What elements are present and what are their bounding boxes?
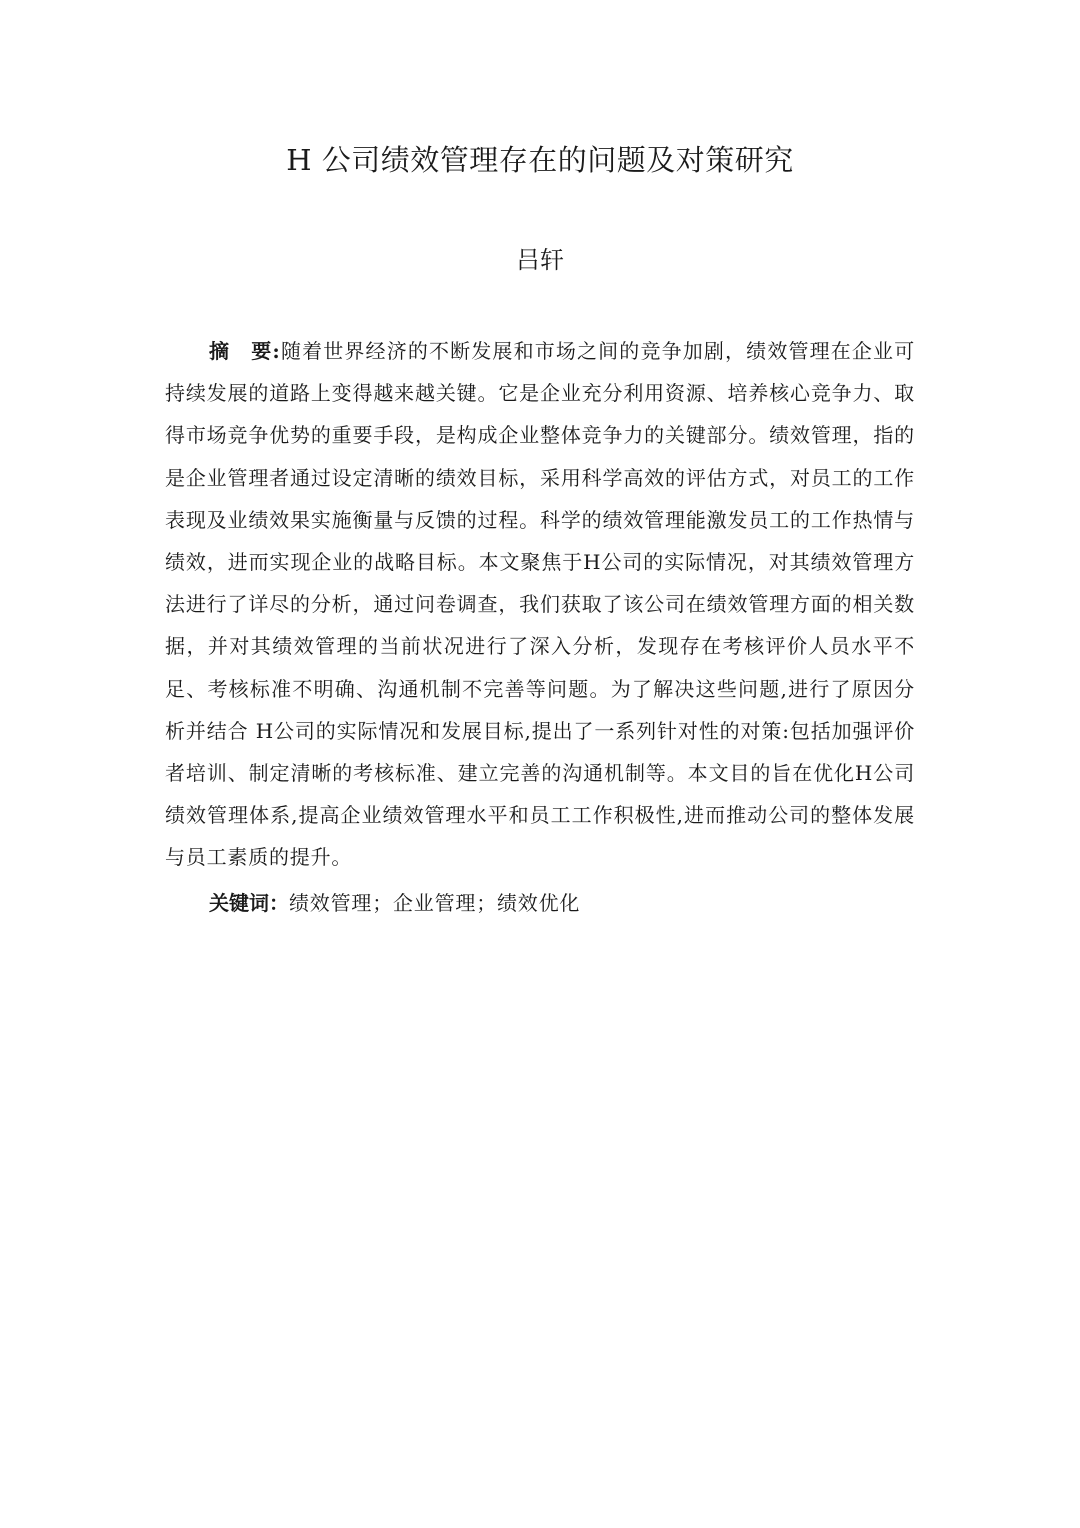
author-name: 吕轩 [516, 246, 564, 274]
keywords-label: 关键词： [209, 891, 289, 915]
abstract-paragraph [165, 330, 915, 879]
keywords-line [209, 882, 915, 924]
abstract-text: 随着世界经济的不断发展和市场之间的竞争加剧，绩效管理在企业可持续发展的道路上变得越来越关键。它是企业充分利用资源、培养核心竞争力、取得市场竞争优势的重要手段，是构成企业整体竞争力的关键部分。绩效管理，指的是企业管理者通过设定清晰的绩效目标，采用科学高效的评估方式，对员工的工作表现及业绩效果实施衡量与反馈的过程。科学的绩效管理能激发员工的工作热情与绩效，进而实现企业的战略目标。本文聚焦于H公司的实际情况，对其绩效管理方法进行了详尽的分析，通过问卷调查，我们获取了该公司在绩效管理方面的相关数据，并对其绩效管理的当前状况进行了深入分析，发现存在考核评价人员水平不足、考核标准不明确、沟通机制不完善等问题。为了解决这些问题,进行了原因分析并结合 H公司的实际情况和发展目标,提出了一系列针对性的对策:包括加强评价者培训、制定清晰的考核标准、建立完善的沟通机制等。本文目的旨在优化H公司绩效管理体系,提高企业绩效管理水平和员工工作积极性,进而推动公司的整体发展与员工素质的提升。 [165, 339, 915, 870]
paper-title: H 公司绩效管理存在的问题及对策研究 [286, 143, 794, 177]
abstract-label: 摘 要: [209, 339, 281, 363]
keywords-text: 绩效管理；企业管理；绩效优化 [289, 891, 581, 915]
